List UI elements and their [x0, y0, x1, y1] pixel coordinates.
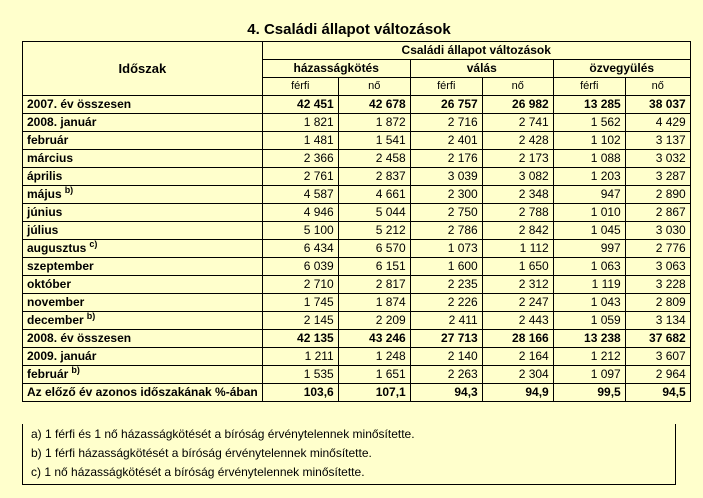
table-row [23, 96, 691, 114]
value-cell: 13 238 [553, 330, 625, 348]
row-label: 2009. január [27, 349, 97, 363]
value-cell: 2 776 [625, 240, 690, 258]
row-label-cell [23, 168, 263, 186]
row-label-cell [23, 186, 263, 204]
value-cell: 42 135 [262, 330, 338, 348]
row-label: 2008. év összesen [27, 331, 132, 345]
value-cell: 5 212 [338, 222, 410, 240]
row-label: június [27, 205, 63, 219]
value-cell: 3 134 [625, 312, 690, 330]
footnote-marker: b) [64, 185, 74, 195]
table-row [23, 258, 691, 276]
table-row [23, 186, 691, 204]
value-cell: 1 651 [338, 366, 410, 384]
row-label: július [27, 223, 59, 237]
value-cell: 6 151 [338, 258, 410, 276]
period-header: Időszak [23, 42, 263, 96]
value-cell: 4 661 [338, 186, 410, 204]
value-cell: 2 867 [625, 204, 690, 222]
row-label: december [27, 312, 84, 327]
row-label: 2007. év összesen [27, 97, 132, 111]
value-cell: 27 713 [410, 330, 482, 348]
value-cell: 28 166 [482, 330, 553, 348]
value-cell: 2 304 [482, 366, 553, 384]
row-label-cell [23, 258, 263, 276]
value-cell: 1 562 [553, 114, 625, 132]
footnote-marker: b) [86, 311, 96, 321]
row-label: 2008. január [27, 115, 97, 129]
row-label-cell [23, 294, 263, 312]
row-label: május [27, 186, 62, 201]
table-row [23, 150, 691, 168]
row-label-cell [23, 240, 263, 258]
table-row [23, 366, 691, 384]
value-cell: 2 964 [625, 366, 690, 384]
row-label-cell [23, 330, 263, 348]
value-cell: 997 [553, 240, 625, 258]
value-cell: 1 535 [262, 366, 338, 384]
value-cell: 1 059 [553, 312, 625, 330]
value-cell: 2 312 [482, 276, 553, 294]
value-cell: 3 063 [625, 258, 690, 276]
value-cell: 5 100 [262, 222, 338, 240]
value-cell: 1 872 [338, 114, 410, 132]
value-cell: 4 587 [262, 186, 338, 204]
value-cell: 2 209 [338, 312, 410, 330]
value-cell: 1 541 [338, 132, 410, 150]
value-cell: 2 226 [410, 294, 482, 312]
value-cell: 1 650 [482, 258, 553, 276]
value-cell: 1 010 [553, 204, 625, 222]
value-cell: 1 600 [410, 258, 482, 276]
value-cell: 2 348 [482, 186, 553, 204]
value-cell: 1 112 [482, 240, 553, 258]
row-label: április [27, 169, 63, 183]
row-label: február [27, 133, 69, 147]
table-row [23, 132, 691, 150]
sub-header-male: férfi [553, 78, 625, 96]
row-label-cell [23, 348, 263, 366]
percentage-cell: 94,5 [625, 384, 690, 402]
value-cell: 37 682 [625, 330, 690, 348]
sub-header-male: férfi [262, 78, 338, 96]
value-cell: 2 263 [410, 366, 482, 384]
percentage-row-label: Az előző év azonos időszakának %-ában [23, 384, 263, 402]
value-cell: 3 039 [410, 168, 482, 186]
percentage-cell: 99,5 [553, 384, 625, 402]
value-cell: 1 745 [262, 294, 338, 312]
marriage-header: házasságkötés [262, 60, 410, 78]
value-cell: 2 458 [338, 150, 410, 168]
table-row [23, 294, 691, 312]
value-cell: 2 817 [338, 276, 410, 294]
value-cell: 2 176 [410, 150, 482, 168]
sub-header-female: nő [482, 78, 553, 96]
value-cell: 1 043 [553, 294, 625, 312]
sub-header-female: nő [625, 78, 690, 96]
value-cell: 2 710 [262, 276, 338, 294]
value-cell: 4 429 [625, 114, 690, 132]
value-cell: 1 073 [410, 240, 482, 258]
percentage-cell: 94,3 [410, 384, 482, 402]
row-label-cell [23, 222, 263, 240]
value-cell: 3 032 [625, 150, 690, 168]
value-cell: 2 788 [482, 204, 553, 222]
value-cell: 1 203 [553, 168, 625, 186]
value-cell: 2 164 [482, 348, 553, 366]
footnote-marker: c) [89, 239, 98, 249]
value-cell: 5 044 [338, 204, 410, 222]
footnote: b) 1 férfi házasságkötését a bíróság érvénytelennek minősítette. [31, 446, 372, 460]
value-cell: 6 434 [262, 240, 338, 258]
row-label: március [27, 151, 74, 165]
value-cell: 2 366 [262, 150, 338, 168]
value-cell: 6 570 [338, 240, 410, 258]
statistics-table [22, 41, 691, 402]
value-cell: 1 481 [262, 132, 338, 150]
percentage-cell: 103,6 [262, 384, 338, 402]
table-row [23, 348, 691, 366]
value-cell: 2 837 [338, 168, 410, 186]
value-cell: 2 401 [410, 132, 482, 150]
value-cell: 1 212 [553, 348, 625, 366]
divorce-header: válás [410, 60, 553, 78]
row-label-cell [23, 204, 263, 222]
widowhood-header: özvegyülés [553, 60, 690, 78]
value-cell: 26 982 [482, 96, 553, 114]
value-cell: 1 045 [553, 222, 625, 240]
value-cell: 42 678 [338, 96, 410, 114]
value-cell: 2 443 [482, 312, 553, 330]
value-cell: 1 119 [553, 276, 625, 294]
value-cell: 3 228 [625, 276, 690, 294]
footnotes [22, 424, 676, 485]
value-cell: 1 088 [553, 150, 625, 168]
value-cell: 2 428 [482, 132, 553, 150]
value-cell: 2 145 [262, 312, 338, 330]
value-cell: 1 248 [338, 348, 410, 366]
value-cell: 43 246 [338, 330, 410, 348]
sub-header-female: nő [338, 78, 410, 96]
value-cell: 2 235 [410, 276, 482, 294]
value-cell: 1 821 [262, 114, 338, 132]
value-cell: 2 300 [410, 186, 482, 204]
table-title: 4. Családi állapot változások [247, 21, 451, 38]
value-cell: 3 607 [625, 348, 690, 366]
row-label-cell [23, 150, 263, 168]
value-cell: 2 761 [262, 168, 338, 186]
percentage-cell: 107,1 [338, 384, 410, 402]
row-label: augusztus [27, 240, 87, 255]
row-label: október [27, 277, 72, 291]
value-cell: 42 451 [262, 96, 338, 114]
value-cell: 2 890 [625, 186, 690, 204]
row-label-cell [23, 366, 263, 384]
row-label: november [27, 295, 85, 309]
value-cell: 2 247 [482, 294, 553, 312]
footnote-marker: b) [71, 365, 80, 375]
value-cell: 2 809 [625, 294, 690, 312]
table-row [23, 276, 691, 294]
table-row [23, 168, 691, 186]
value-cell: 3 287 [625, 168, 690, 186]
value-cell: 2 786 [410, 222, 482, 240]
value-cell: 3 137 [625, 132, 690, 150]
group-header: Családi állapot változások [262, 42, 690, 60]
percentage-cell: 94,9 [482, 384, 553, 402]
value-cell: 1 102 [553, 132, 625, 150]
footnote: a) 1 férfi és 1 nő házasságkötését a bíróság érvénytelennek minősítette. [31, 427, 415, 441]
value-cell: 2 140 [410, 348, 482, 366]
value-cell: 1 211 [262, 348, 338, 366]
table-row [23, 222, 691, 240]
row-label-cell [23, 132, 263, 150]
value-cell: 38 037 [625, 96, 690, 114]
table-row [23, 330, 691, 348]
value-cell: 3 082 [482, 168, 553, 186]
table-row [23, 240, 691, 258]
table-row [23, 114, 691, 132]
value-cell: 6 039 [262, 258, 338, 276]
value-cell: 26 757 [410, 96, 482, 114]
percentage-row [23, 384, 691, 402]
row-label-cell [23, 114, 263, 132]
value-cell: 2 741 [482, 114, 553, 132]
row-label-cell [23, 312, 263, 330]
value-cell: 3 030 [625, 222, 690, 240]
value-cell: 947 [553, 186, 625, 204]
value-cell: 13 285 [553, 96, 625, 114]
table-row [23, 204, 691, 222]
value-cell: 2 716 [410, 114, 482, 132]
value-cell: 2 842 [482, 222, 553, 240]
value-cell: 2 173 [482, 150, 553, 168]
table-row [23, 312, 691, 330]
row-label: február [27, 366, 69, 381]
sub-header-male: férfi [410, 78, 482, 96]
value-cell: 2 411 [410, 312, 482, 330]
row-label-cell [23, 96, 263, 114]
value-cell: 4 946 [262, 204, 338, 222]
row-label-cell [23, 276, 263, 294]
value-cell: 1 874 [338, 294, 410, 312]
value-cell: 1 063 [553, 258, 625, 276]
value-cell: 2 750 [410, 204, 482, 222]
row-label: szeptember [27, 259, 94, 273]
footnote: c) 1 nő házasságkötését a bíróság érvénytelennek minősítette. [31, 465, 365, 479]
value-cell: 1 097 [553, 366, 625, 384]
